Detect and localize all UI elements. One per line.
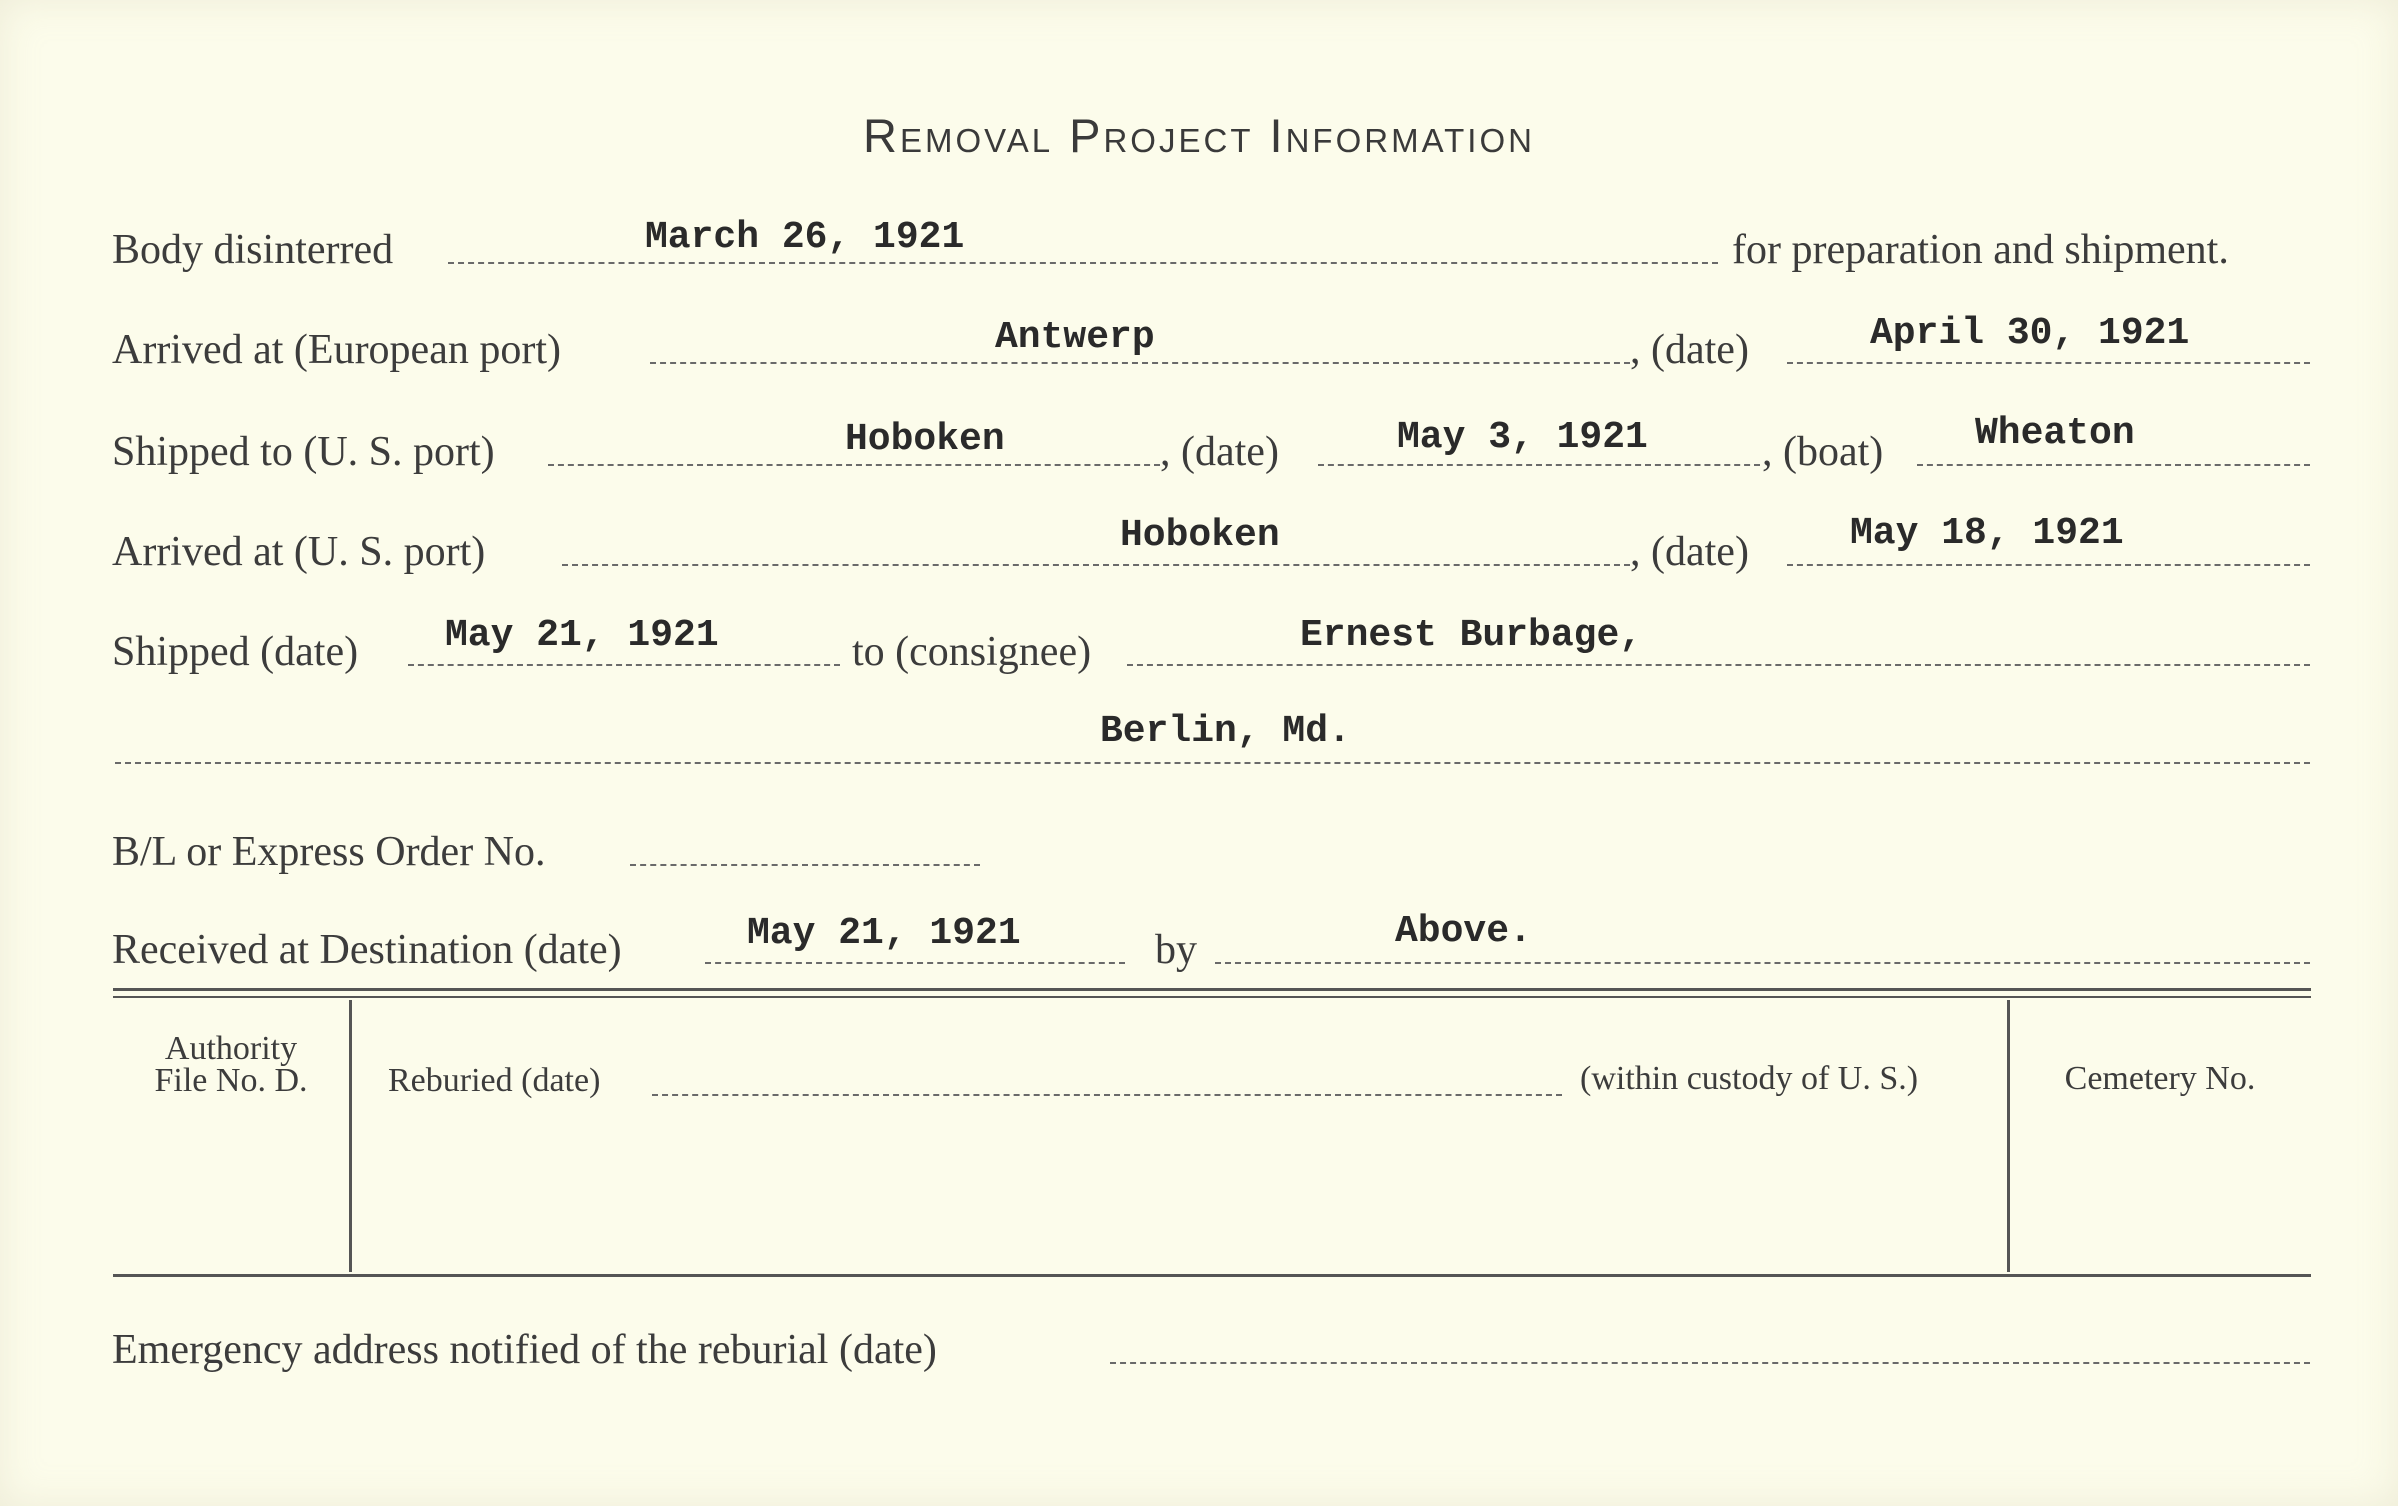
body-disinterred-label: Body disinterred [112,227,394,273]
consignee-value: Ernest Burbage, [1300,614,1643,657]
table-divider-right [2007,1000,2010,1272]
arrived-european-value: Antwerp [995,316,1155,359]
received-by-label: by [1155,927,1197,973]
consignee-address-line [115,762,2310,764]
shipped-us-date-value: May 3, 1921 [1397,416,1648,459]
shipped-date-label: Shipped (date) [112,629,359,675]
table-divider-left [349,1000,352,1272]
arrived-european-date-value: April 30, 1921 [1870,312,2190,355]
table-top-rule-2 [113,996,2311,998]
arrived-european-date-line [1787,362,2310,364]
table-top-rule-1 [113,988,2311,991]
consignee-label: to (consignee) [852,629,1092,675]
consignee-line [1127,664,2310,666]
bl-order-line [630,864,980,866]
shipped-date-value: May 21, 1921 [445,614,719,657]
shipped-us-boat-line [1917,464,2310,466]
arrived-european-line [650,362,1630,364]
body-disinterred-line [448,262,1718,264]
received-by-value: Above. [1395,910,1532,953]
cemetery-label: Cemetery No. [2064,1060,2256,1097]
authority-label-2: File No. D. [154,1062,308,1099]
shipped-date-line [408,664,840,666]
arrived-us-date-line [1787,564,2310,566]
arrived-us-date-label: , (date) [1630,529,1749,575]
received-value: May 21, 1921 [747,912,1021,955]
arrived-us-date-value: May 18, 1921 [1850,512,2124,555]
arrived-us-label: Arrived at (U. S. port) [112,529,486,575]
bl-order-label: B/L or Express Order No. [112,829,546,875]
shipped-us-value: Hoboken [845,418,1005,461]
body-disinterred-value: March 26, 1921 [645,216,965,259]
shipped-us-line [548,464,1160,466]
emergency-label: Emergency address notified of the reburial (date) [112,1327,937,1373]
authority-label-1: Authority [164,1030,298,1067]
arrived-european-label: Arrived at (European port) [112,327,561,373]
shipped-us-date-line [1318,464,1760,466]
shipped-us-boat-value: Wheaton [1975,412,2135,455]
custody-label: (within custody of U. S.) [1580,1060,1919,1097]
table-bottom-rule [113,1274,2311,1277]
consignee-address-value: Berlin, Md. [1100,710,1351,753]
reburied-line [652,1094,1562,1096]
shipment-suffix-label: for preparation and shipment. [1732,227,2229,273]
card-title: Removal Project Information [863,109,1535,162]
received-label: Received at Destination (date) [112,927,622,973]
shipped-us-date-label: , (date) [1160,429,1279,475]
shipped-us-boat-label: , (boat) [1762,429,1884,475]
received-line [705,962,1125,964]
arrived-european-date-label: , (date) [1630,327,1749,373]
shipped-us-label: Shipped to (U. S. port) [112,429,495,475]
arrived-us-line [562,564,1630,566]
reburied-label: Reburied (date) [388,1062,601,1099]
received-by-line [1215,962,2310,964]
arrived-us-value: Hoboken [1120,514,1280,557]
emergency-line [1110,1362,2310,1364]
